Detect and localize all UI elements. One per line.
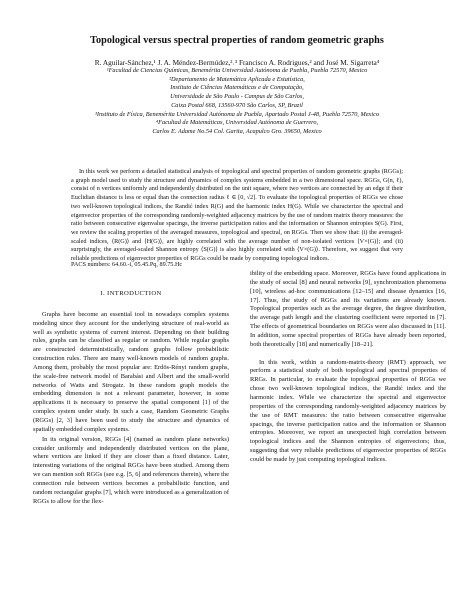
pacs-numbers: PACS numbers: 64.60.-i, 05.45.Pq, 89.75.Hc [71,261,183,268]
body-paragraph: ibility of the embedding space. Moreover, RGGs have found applications in the study of social [8] and neural networks [9], synchronization phenomena [10], wireless ad-hoc communications [12–15] and disease dynamics [16, 17]. Thus, the study of RGGs and its variations are already known. Topological properties such as the average degree, the degree distribution, the average path length and the clustering coefficient were reported in [7]. The effects of geometrical boundaries on RGGs were also discussed in [11]. In addition, some spectral properties of RGGs have already been reported, both theoretically [18] and numerically [18–21]. [250,270,446,348]
affiliation-line: ³Instituto de Física, Benemérita Universidad Autónoma de Puebla, Apartado Postal J-48, Puebla 72570, Mexico [94,110,380,118]
right-column [250,270,446,466]
left-column [33,290,229,507]
affiliation-line: Caixa Postal 668, 13560-970 São Carlos, SP, Brazil [171,101,303,109]
affiliation-line: Carlos E. Adame No.54 Col. Garita, Acapulco Gro. 39650, Mexico [152,127,322,135]
affiliation-line: ²Departamento de Matemática Aplicada e Estatística, [169,75,305,83]
affiliation-line: ¹Facultad de Ciencias Químicas, Benemérita Universidad Autónoma de Puebla, Puebla 72570, Mexico [106,67,368,74]
author-list: R. Aguilar-Sánchez,¹ J. A. Méndez-Bermúdez,²˒³ Francisco A. Rodrigues,² and José M. Sigarreta⁴ [94,58,380,67]
affiliation-line: Universidade de São Paulo - Campus de São Carlos, [170,93,304,101]
affiliations [0,67,474,137]
section-heading: I. INTRODUCTION [100,290,162,297]
affiliation-line: Instituto de Ciências Matemáticas e de Computação, [170,84,304,92]
body-paragraph: Graphs have become an essential tool in nowadays complex systems modeling since they account for the underlying structure of real-world as well as synthetic systems of current interest. Depending on their building rules, graphs can be classified as regular or random. While regular graphs are constructed deterministically, random graphs follow probabilistic construction rules. There are many well-known models of random graphs. Among them, probably the most popular are: Erdös-Rényi random graphs, the scale-free network model of Barabási and Albert and the small-world networks of Watts and Strogatz. In these random graph models the embedding dimension is not a relevant parameter, however, in some applications it is necessary to preserve the spatial component [1] of the complex system under study. In such a case, Random Geometric Graphs (RGGs) [2, 3] have been used to study the structure and dynamics of spatially embedded complex systems. [33,310,229,433]
body-paragraph: In its original version, RGGs [4] (named as random plane networks) consider uniformly and independently distributed vertices on the plane, where vertices are linked if they are closer than a fixed distance. Later, interesting variations of the original RGGs have been studied. Among them we can mention soft RGGs (see e.g. [5, 6] and references therein), where the connection rule between vertices becomes a probabilistic function, and random rectangular graphs [7], which were introduced as a generalization of RGGs to allow for the flex- [33,435,229,505]
paper-title: Topological versus spectral properties of random geometric graphs [90,35,384,46]
affiliation-line: ⁴Facultad de Matemáticas, Universidad Autónoma de Guerrero, [155,119,319,127]
abstract: In this work we perform a detailed statistical analysis of topological and spectral properties of random geometric graphs (RGGs); a graph model used to study the structure and dynamics of complex systems embedded in a two dimensional space. RGGs, G(n, ℓ), consist of n vertices uniformly and independently distributed on the unit square, where two vertices are connected by an edge if their Euclidian distance is less or equal than the connection radius ℓ ∈ [0, √2]. To evaluate the topological properties of RGGs we chose two well-known topological indices, the Randić index R(G) and the harmonic index H(G). While we characterize the spectral and eigenvector properties of the corresponding randomly-weighted adjacency matrices by the use of random matrix theory measures: the ratio between consecutive eigenvalue spacings, the inverse participation ratios and the information or Shannon entropies S(G). First, we review the scaling properties of the averaged measures, topological and spectral, on RGGs. Then we show that: (i) the averaged-scaled indices, ⟨R(G)⟩ and ⟨H(G)⟩, are highly correlated with the average number of non-isolated vertices ⟨V×(G)⟩; and (ii) surprisingly, the averaged-scaled Shannon entropy ⟨S(G)⟩ is also highly correlated with ⟨V×(G)⟩. Therefore, we suggest that very reliable predictions of eigenvector properties of RGGs could be made by computing topological indices. [71,168,403,263]
body-paragraph: In this work, within a random-matrix-theory (RMT) approach, we perform a statistical study of both topological and spectral properties of RRGs. In particular, to evaluate the topological properties of RGGs we chose two well-known topological indices, the Randić index and the harmonic index. While we characterize the spectral and eigenvector properties of the corresponding randomly-weighted adjacency matrices by the use of RMT measures: the ratio between consecutive eigenvalue spacings, the inverse participation ratios and the information or Shannon entropies. Moreover, we report an unexpected high correlation between topological indices and the Shannon entropies of eigenvectors; thus, suggesting that very reliable predictions of eigenvector properties of RGGs could be made by just computing topological indices. [250,358,446,463]
